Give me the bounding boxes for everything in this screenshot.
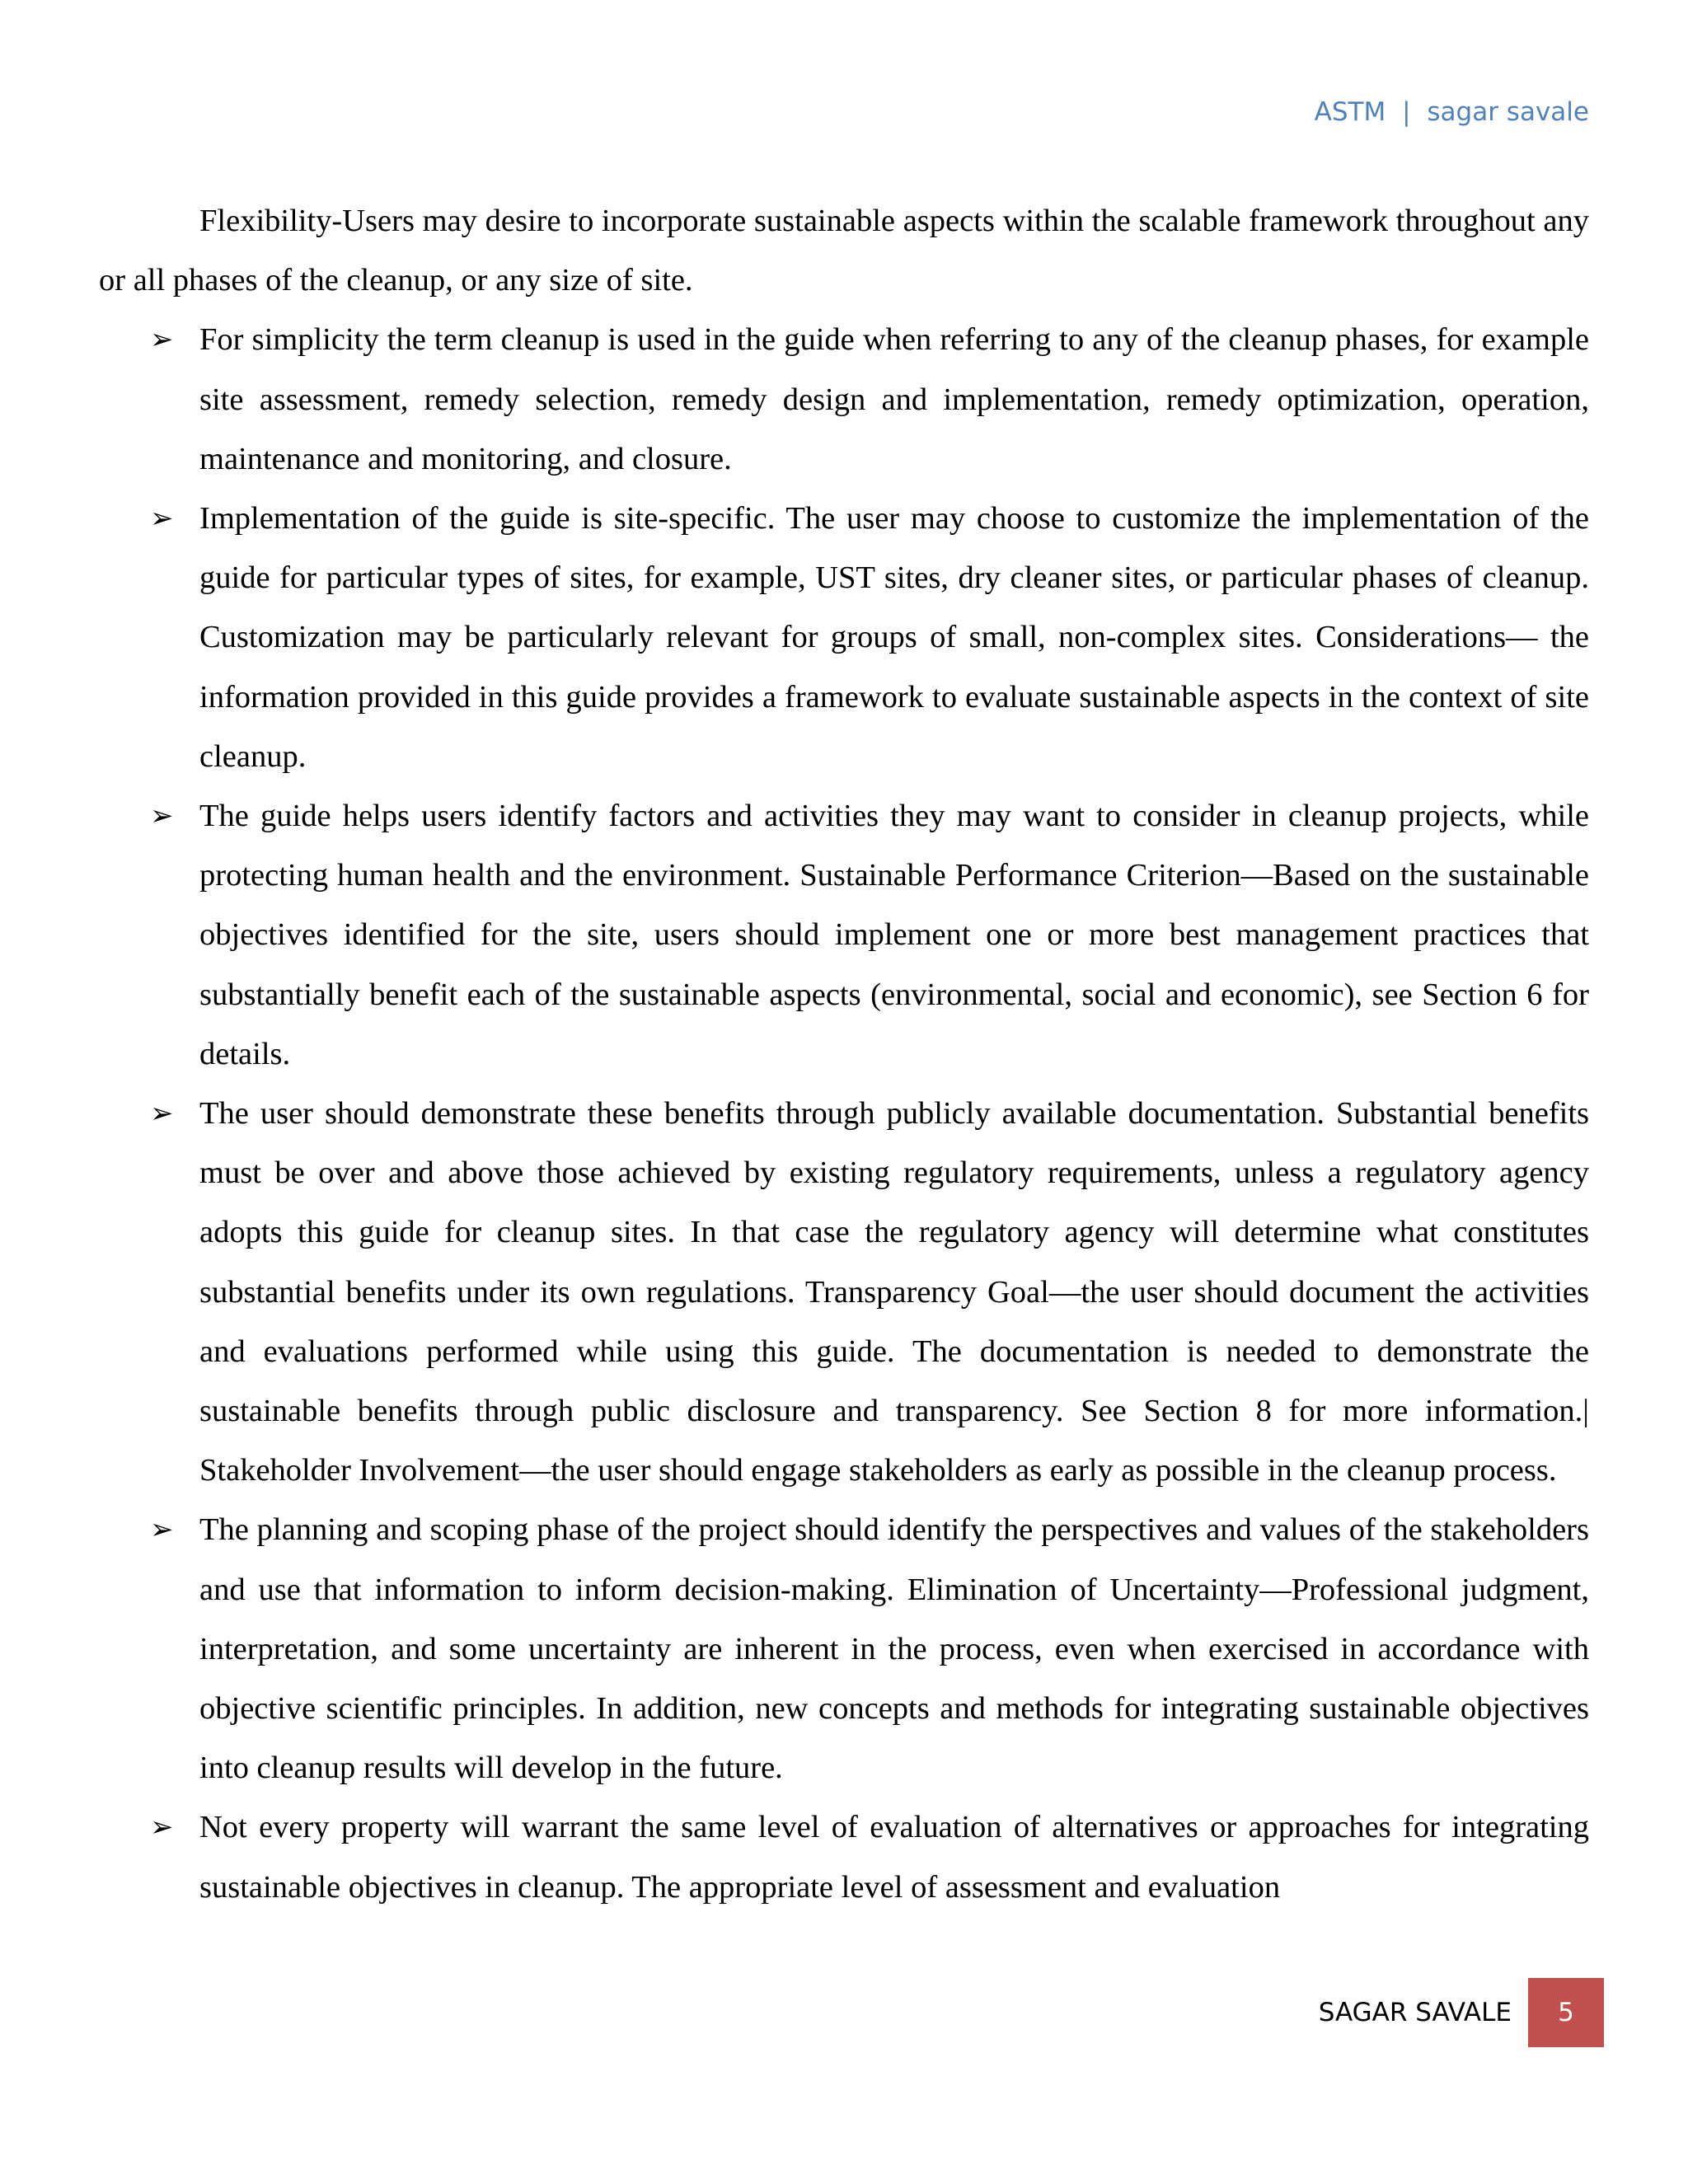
header-title: ASTM	[1314, 97, 1386, 127]
bullet-item	[99, 489, 1589, 786]
page-header	[1315, 97, 1589, 127]
bullet-text: The user should demonstrate these benefits through publicly available documentation. Substantial benefits must be over and above those achieved by existing regulatory requirements, unless a regulatory agency adopts this guide for cleanup sites. In that case the regulatory agency will determine what constitutes substantial benefits under its own regulations. Transparency Goal—the user should document the activities and evaluations performed while using this guide. The documentation is needed to demonstrate the sustainable benefits through public disclosure and transparency. See Section 8 for more information.| Stakeholder Involvement—the user should engage stakeholders as early as possible in the cleanup process.	[199, 1096, 1589, 1488]
bullet-item	[99, 786, 1589, 1084]
bullet-text: The planning and scoping phase of the project should identify the perspectives and values of the stakeholders and use that information to inform decision-making. Elimination of Uncertainty—Professional judgment, interpretation, and some uncertainty are inherent in the process, even when exercised in accordance with objective scientific principles. In addition, new concepts and methods for integrating sustainable objectives into cleanup results will develop in the future.	[199, 1512, 1589, 1786]
bullet-list	[99, 310, 1589, 1916]
arrow-bullet-icon: ➢	[150, 1513, 174, 1547]
bullet-text: The guide helps users identify factors and activities they may want to consider in cleanup projects, while protecting human health and the environment. Sustainable Performance Criterion—Based on the sustainable objectives identified for the site, users should implement one or more best management practices that substantially benefit each of the sustainable aspects (environmental, social and economic), see Section 6 for details.	[199, 799, 1589, 1071]
arrow-bullet-icon: ➢	[150, 799, 174, 833]
page-number: 5	[1558, 1998, 1574, 2027]
arrow-bullet-icon: ➢	[150, 1811, 174, 1844]
body-content	[99, 191, 1589, 1917]
bullet-item	[99, 310, 1589, 489]
bullet-item	[99, 1500, 1589, 1797]
bullet-text: Not every property will warrant the same level of evaluation of alternatives or approaches for integrating sustainable objectives in cleanup. The appropriate level of assessment and evaluation	[199, 1810, 1589, 1905]
header-author: sagar savale	[1427, 97, 1589, 127]
intro-paragraph: Flexibility-Users may desire to incorporate sustainable aspects within the scalable framework throughout any or all phases of the cleanup, or any size of site.	[99, 204, 1589, 298]
page-footer	[1319, 1978, 1604, 2047]
bullet-item	[99, 1084, 1589, 1500]
page-number-badge	[1528, 1978, 1604, 2047]
arrow-bullet-icon: ➢	[150, 502, 174, 536]
arrow-bullet-icon: ➢	[150, 323, 174, 357]
bullet-text: For simplicity the term cleanup is used in the guide when referring to any of the cleanup phases, for example site assessment, remedy selection, remedy design and implementation, remedy optimization, operation, maintenance and monitoring, and closure.	[199, 322, 1589, 476]
bullet-item	[99, 1797, 1589, 1916]
header-separator: |	[1402, 97, 1411, 127]
bullet-text: Implementation of the guide is site-specific. The user may choose to customize the implementation of the guide for particular types of sites, for example, UST sites, dry cleaner sites, or particular phases of cleanup. Customization may be particularly relevant for groups of small, non-complex sites. Considerations— the information provided in this guide provides a framework to evaluate sustainable aspects in the context of site cleanup.	[199, 501, 1589, 774]
arrow-bullet-icon: ➢	[150, 1097, 174, 1131]
footer-author: SAGAR SAVALE	[1318, 1998, 1512, 2027]
